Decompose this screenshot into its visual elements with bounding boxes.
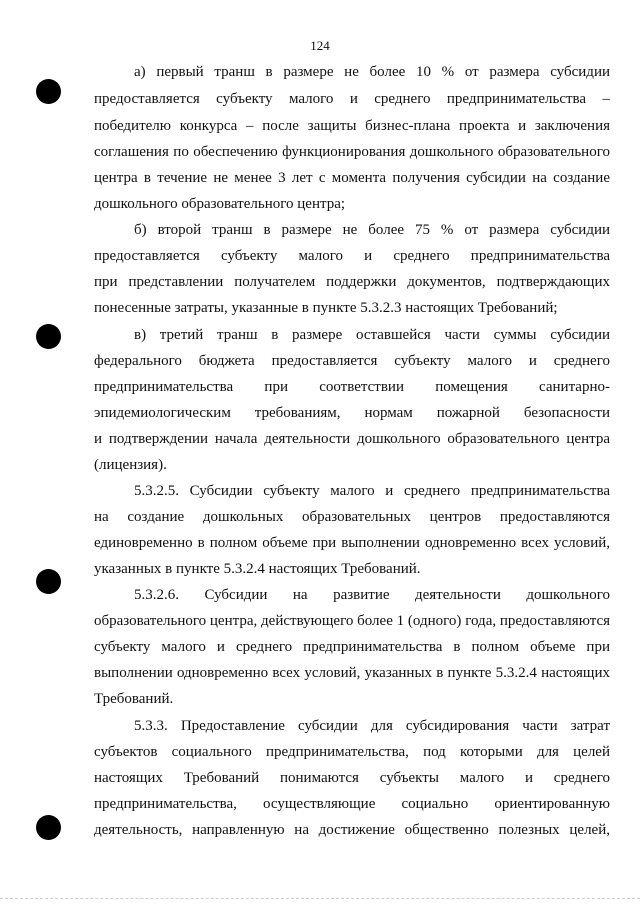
text-line: соглашения по обеспечению функционирования дошкольного образовательного (94, 144, 610, 160)
text-line: понесенные затраты, указанные в пункте 5.3.2.3 настоящих Требований; (94, 300, 558, 316)
text-line: указанных в пункте 5.3.2.4 настоящих Требований. (94, 561, 421, 577)
text-line: на создание дошкольных образовательных центров предоставляются (94, 509, 610, 525)
text-line: и подтверждении начала деятельности дошкольного образовательного центра (94, 431, 610, 447)
text-line: выполнении одновременно всех условий, указанных в пункте 5.3.2.4 настоящих (94, 665, 610, 681)
binder-hole (36, 79, 61, 104)
text-line: 5.3.2.6. Субсидии на развитие деятельности дошкольного (134, 587, 610, 603)
text-line: победителю конкурса – после защиты бизнес-плана проекта и заключения (94, 118, 610, 134)
text-line: 5.3.2.5. Субсидии субъекту малого и среднего предпринимательства (134, 483, 610, 499)
text-line: субъекту малого и среднего предпринимательства в полном объеме при (94, 639, 610, 655)
text-line: настоящих Требований понимаются субъекты малого и среднего (94, 770, 610, 786)
text-line: субъектов социального предпринимательства, под которыми для целей (94, 744, 610, 760)
text-line: дошкольного образовательного центра; (94, 196, 346, 212)
text-line: Требований. (94, 691, 174, 707)
text-line: при представлении получателем поддержки документов, подтверждающих (94, 274, 610, 290)
text-line: центра в течение не менее 3 лет с момента получения субсидии на создание (94, 170, 610, 186)
text-line: федерального бюджета предоставляется субъекту малого и среднего (94, 353, 610, 369)
text-line: (лицензия). (94, 457, 167, 473)
text-line: а) первый транш в размере не более 10 % от размера субсидии (134, 64, 610, 80)
text-line: предпринимательства при соответствии помещения санитарно- (94, 379, 610, 395)
binder-hole (36, 324, 61, 349)
text-line: предоставляется субъекту малого и среднего предпринимательства – (94, 91, 610, 107)
text-line: предпринимательства, осуществляющие социально ориентированную (94, 796, 610, 812)
text-line: 5.3.3. Предоставление субсидии для субсидирования части затрат (134, 718, 610, 734)
text-line: единовременно в полном объеме при выполнении одновременно всех условий, (94, 535, 610, 551)
binder-hole (36, 815, 61, 840)
text-line: эпидемиологическим требованиям, нормам пожарной безопасности (94, 405, 610, 421)
page-number: 124 (310, 38, 330, 53)
scan-edge-line (0, 898, 640, 899)
text-line: предоставляется субъекту малого и среднего предпринимательства (94, 248, 610, 264)
text-line: в) третий транш в размере оставшейся части суммы субсидии (134, 327, 610, 343)
text-line: деятельность, направленную на достижение общественно полезных целей, (94, 822, 610, 838)
binder-hole (36, 569, 61, 594)
text-line: б) второй транш в размере не более 75 % от размера субсидии (134, 222, 610, 238)
text-line: образовательного центра, действующего более 1 (одного) года, предоставляются (94, 613, 610, 629)
